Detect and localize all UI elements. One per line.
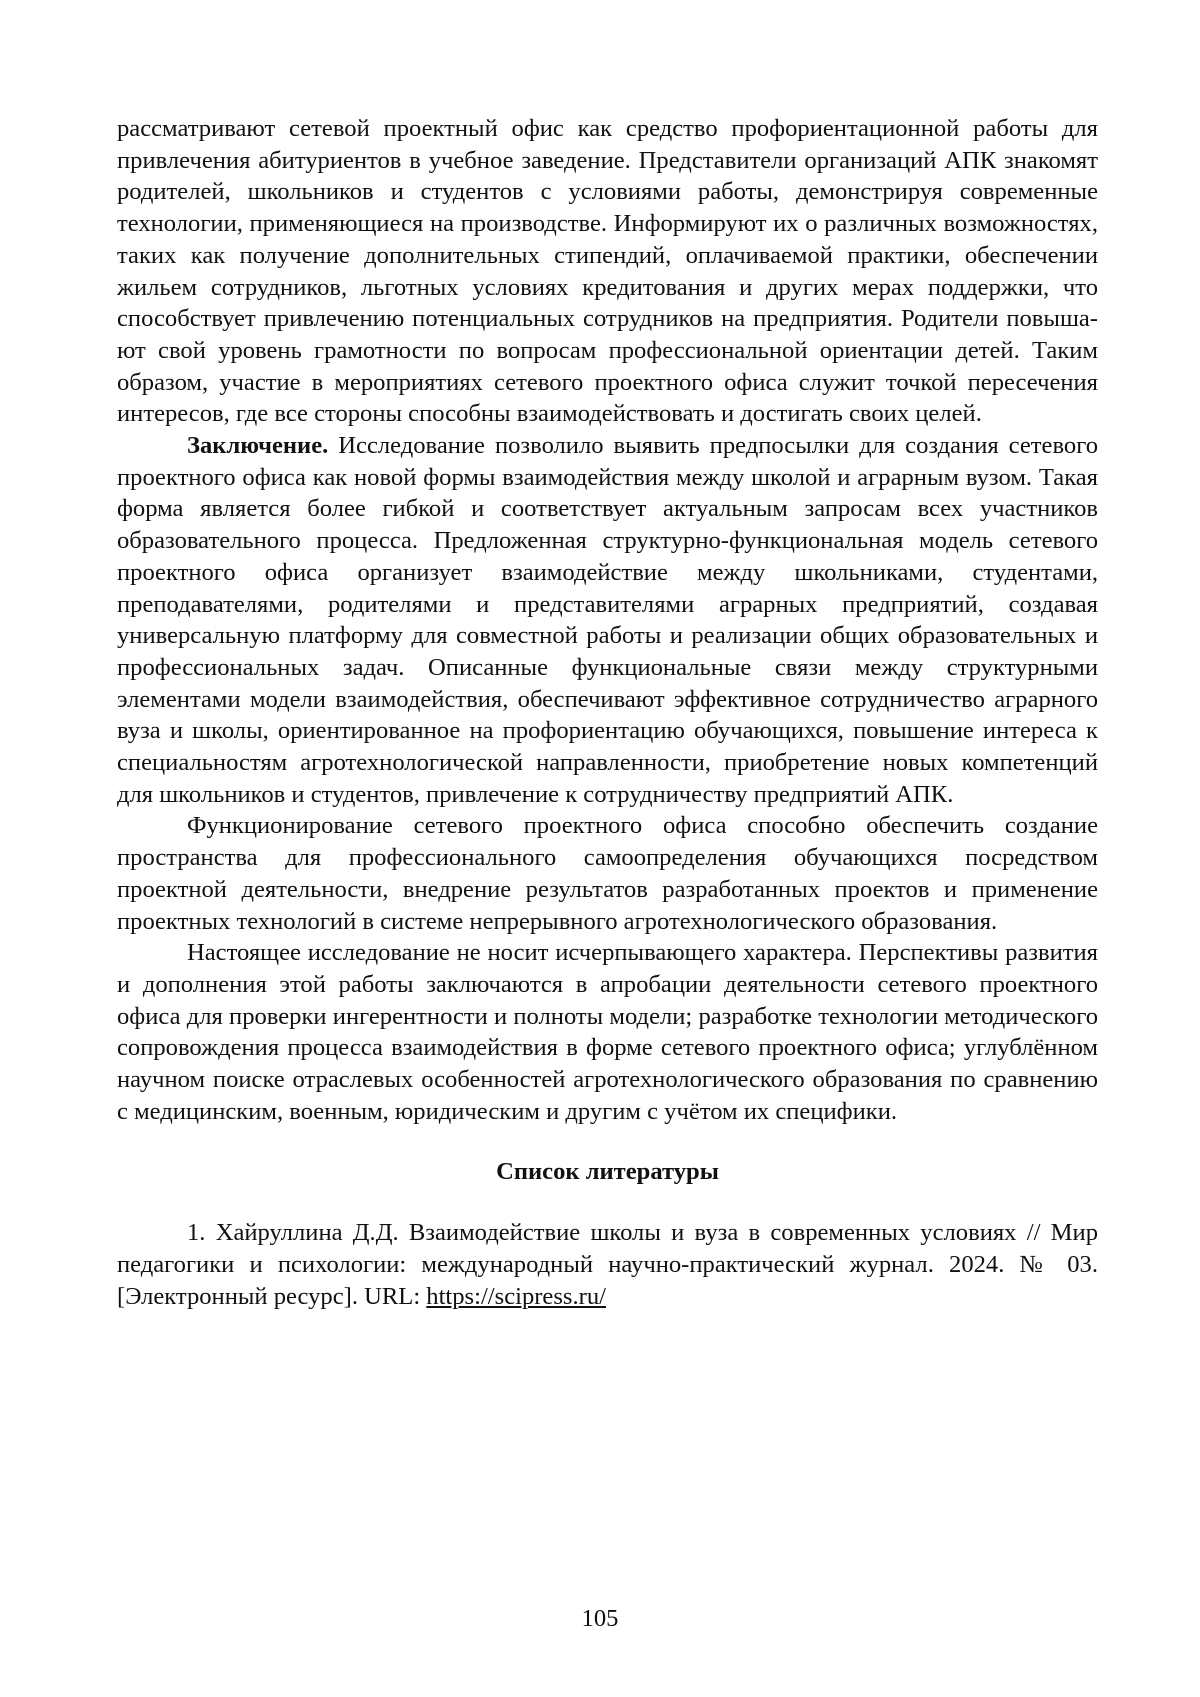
paragraph-intro: рассматривают сетевой проектный офис как средство профориентационной работы для привлечения абитуриентов в учебное заведение. Представители организаций АПК знакомят родителей, школьников и студентов с условиями работы, демонстрируя современные технологии, применяющиеся на производстве. Информируют их о различных возможностях, таких как получение дополнительных стипендий, оплачиваемой практики, обеспечении жильем сотрудников, льготных условиях кредитования и других мерах поддержки, что способствует привлечению потенциальных сотрудников на предприятия. Родители повышают свой уровень грамотности по вопросам профессиональной ориентации детей. Таким образом, участие в мероприятиях сетевого проектного офиса служит точкой пересечения интересов, где все стороны способны взаимодействовать и достигать своих целей. (117, 115, 1098, 428)
reference-text: 1. Хайруллина Д.Д. Взаимодействие школы и вуза в современных условиях // Мир педагогики и психологии: международный научно-практический журнал. 2024. № 03. [Электронный ресурс]. URL: (117, 1219, 1098, 1310)
paragraph-functioning: Функционирование сетевого проектного офиса способно обеспечить создание пространства для профессионального самоопределения обучающихся посредством проектной деятельности, внедрение результатов разработанных проектов и применение проектных технологий в системе непрерывного агротехнологического образования. (117, 812, 1098, 935)
page-number: 105 (581, 1605, 619, 1632)
paragraph-conclusion (117, 430, 1098, 810)
reference-url-link[interactable]: https://scipress.ru/ (426, 1282, 606, 1310)
page-content (117, 113, 1098, 1312)
conclusion-heading: Заключение. (187, 432, 329, 460)
conclusion-text: Исследование позволило выявить предпосылки для создания сетевого проектного офиса как новой формы взаимодействия между школой и аграрным вузом. Такая форма является более гибкой и соответствует актуальным запросам всех участников образовательного процесса. Предложенная структурно-функциональная модель сетевого проектного офиса организует взаимодействие между школьниками, студентами, преподавателями, родителями и представителями аграрных предприятий, создавая универсальную платформу для совместной работы и реализации общих образовательных и профессиональных задач. Описанные функциональные связи между структурными элементами модели взаимодействия, обеспечивают эффективное сотрудничество аграрного вуза и школы, ориентированное на профориентацию обучающихся, повышение интереса к специальностям агротехнологической направленности, приобретение новых компетенций для школьников и студентов, привлечение к сотрудничеству предприятий АПК. (117, 432, 1098, 808)
reference-item (117, 1217, 1098, 1312)
references-title: Список литературы (496, 1157, 719, 1185)
paragraph-perspectives: Настоящее исследование не носит исчерпывающего характера. Перспективы развития и дополнения этой работы заключаются в апробации деятельности сетевого проектного офиса для проверки ингерентности и полноты модели; разработке технологии методического сопровождения процесса взаимодействия в форме сетевого проектного офиса; углублённом научном поиске отраслевых особенностей агротехнологического образования по сравнению с медицинским, военным, юридическим и другим с учётом их специфики. (117, 939, 1098, 1125)
